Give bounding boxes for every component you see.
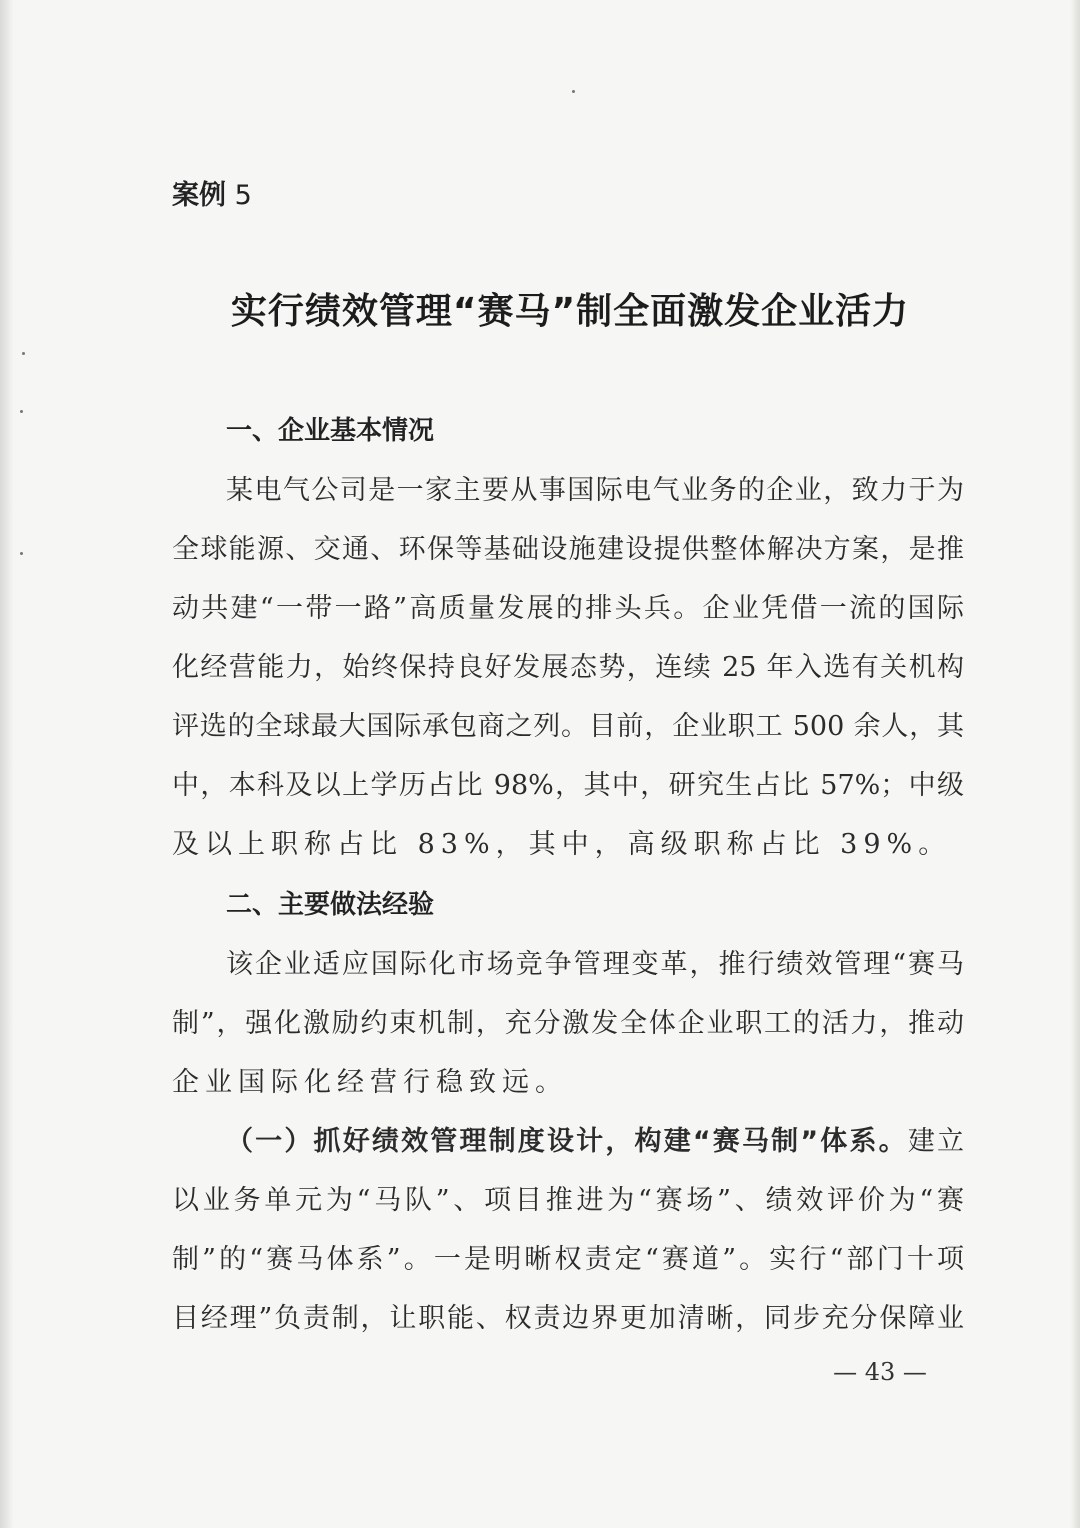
subsection-text: 建立 [907,1126,964,1157]
paragraph-line: 某电气公司是一家主要从事国际电气业务的企业，致力于为 [226,475,964,506]
paragraph-line: 全球能源、交通、环保等基础设施建设提供整体解决方案，是推 [172,534,964,565]
paragraph-line: 目经理”负责制，让职能、权责边界更加清晰，同步充分保障业 [172,1303,964,1334]
paragraph-line: 中，本科及以上学历占比 98%，其中，研究生占比 57%；中级 [172,770,964,801]
section-heading-practices: 二、主要做法经验 [226,890,435,920]
paragraph-line: 以业务单元为“马队”、项目推进为“赛场”、绩效评价为“赛 [172,1185,964,1216]
scan-speck [20,410,23,413]
paragraph-line: 该企业适应国际化市场竞争管理变革，推行绩效管理“赛马 [226,949,964,980]
scan-speck [22,352,25,355]
paragraph-line: 评选的全球最大国际承包商之列。目前，企业职工 500 余人，其 [172,711,964,742]
scan-edge-right [1070,0,1080,1528]
section-heading-basic-info: 一、企业基本情况 [226,416,435,446]
paragraph-line: 企业国际化经营行稳致远。 [172,1067,568,1098]
paragraph-line: 制”的“赛马体系”。一是明晰权责定“赛道”。实行“部门十项 [172,1244,964,1275]
scan-edge-left [0,0,14,1528]
subsection-first-line [226,1113,964,1171]
document-title: 实行绩效管理“赛马”制全面激发企业活力 [230,291,910,332]
scan-speck [20,552,23,555]
subsection-heading-performance-design: （一）抓好绩效管理制度设计，构建“赛马制”体系。 [226,1126,908,1157]
paragraph-line: 制”，强化激励约束机制，充分激发全体企业职工的活力，推动 [172,1008,964,1039]
paragraph-line: 化经营能力，始终保持良好发展态势，连续 25 年入选有关机构 [172,652,964,683]
case-label-number: 5 [234,180,252,211]
paragraph-line: 动共建“一带一路”高质量发展的排头兵。企业凭借一流的国际 [172,593,964,624]
scan-speck [572,90,575,93]
case-label [172,176,252,216]
case-label-prefix: 案例 [172,180,226,211]
page-number: — 43 — [833,1358,927,1386]
paragraph-line: 及以上职称占比 83%，其中，高级职称占比 39%。 [172,829,952,860]
